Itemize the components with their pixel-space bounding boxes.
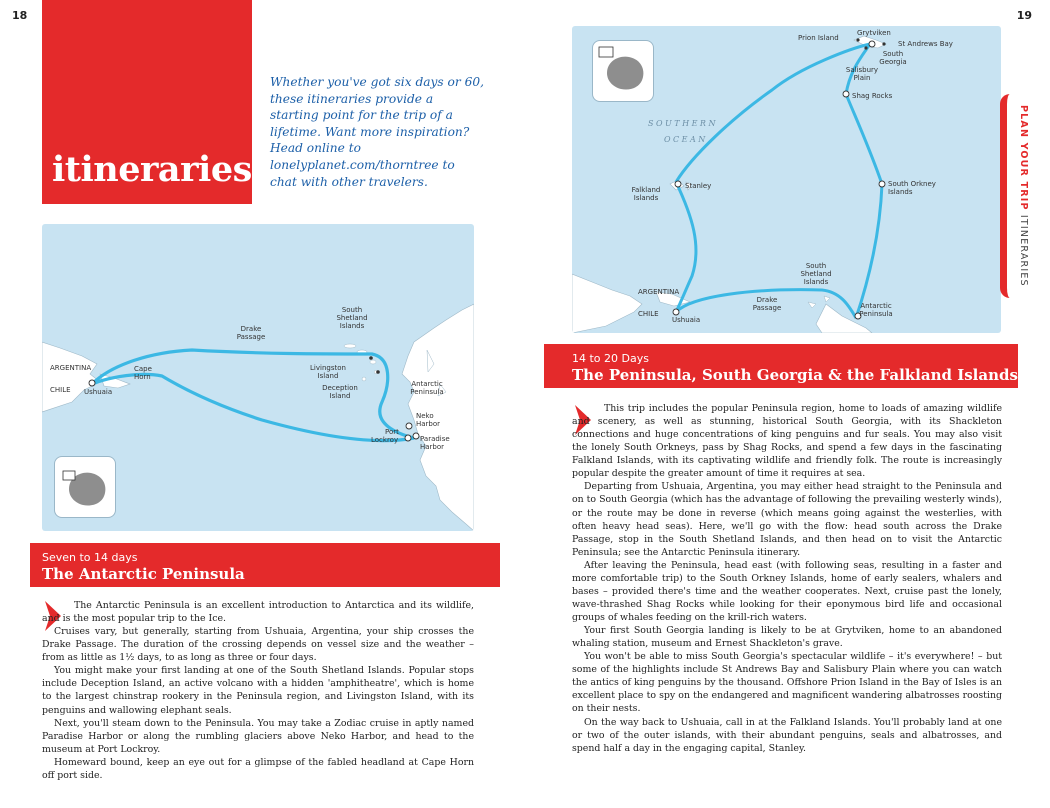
label-port-lockroy-2: Lockroy — [371, 436, 399, 444]
label-stanley: Stanley — [685, 182, 712, 190]
page-title: itineraries — [52, 149, 252, 190]
route-outbound — [92, 350, 414, 438]
paragraph: Departing from Ushuaia, Argentina, you may either head straight to the Peninsula and on to South Georgia (which has the advantage of following the prevailing westerly winds), or the route may be done in reverse (which means going against the westerlies, with often heavy head seas). Here, we'll go with the flow: head south across the Drake Passage, stop in the South Shetland Islands, and then head on to visit the Antarctic Peninsula; see the Antarctic Peninsula itinerary. — [572, 481, 1002, 558]
label-st-andrews: St Andrews Bay — [898, 40, 953, 48]
paragraph: You might make your first landing at one of the South Shetland Islands. Popular stops include Deception Island, an active volcano with a hidden 'amphitheatre', which is home to the largest chinstrap rookery in the Peninsula region, and Livingston Island, with its penguins and wallowing elephant seals. — [42, 665, 474, 716]
route-to-falklands — [676, 44, 870, 182]
paragraph: After leaving the Peninsula, head east (with following seas, resulting in a faster and more comfortable trip) to the South Orkney Islands, home of early sealers, whalers and bases – provided there's time and the weather cooperates. Next, cruise past the lonely, wave-thrashed Shag Rocks while looking for their eponymous bird life and occasional groups of whales feeding on the krill-rich waters. — [572, 559, 1002, 623]
label-livingston-1: Livingston — [310, 364, 346, 372]
intro-text: Whether you've got six days or 60, these itineraries provide a starting point for the trip of a lifetime. Want more inspiration? Head online to lonelyplanet.com/thorntree to chat with other travelers. — [270, 75, 484, 189]
label-argentina: ARGENTINA — [638, 288, 680, 296]
stop-deception — [376, 370, 380, 374]
paragraph: Cruises vary, but generally, starting from Ushuaia, Argentina, your ship crosses the Drake Passage. The duration of the crossing depends on vessel size and the weather – from as little as 1½ days, to as long as three or four days. — [42, 626, 474, 664]
section-heading: The Antarctic Peninsula — [42, 565, 245, 583]
label-chile: CHILE — [50, 386, 71, 394]
label-south-georgia-1: South — [882, 50, 904, 58]
label-salisbury-2: Plain — [853, 74, 871, 82]
land-antarctic-peninsula — [402, 304, 474, 531]
paragraph: On the way back to Ushuaia, call in at the Falkland Islands. You'll probably land at one or two of the outer islands, with their abundant penguins, seals and albatrosses, and spend half a day in the engaging capital, Stanley. — [572, 716, 1002, 754]
land-south-america — [572, 274, 642, 333]
stop-shag-rocks — [843, 91, 849, 97]
label-drake-2: Passage — [236, 333, 266, 341]
stop-paradise-harbor — [413, 433, 419, 439]
label-south-shetland-3: Islands — [339, 322, 365, 330]
label-south-shetland-1: South — [341, 306, 363, 314]
label-falkland-2: Islands — [633, 194, 659, 202]
stop-livingston — [369, 356, 373, 360]
label-prion: Prion Island — [798, 34, 839, 42]
label-cape-horn-2: Horn — [134, 373, 151, 381]
stop-port-lockroy — [405, 435, 411, 441]
section-header-antarctic-peninsula — [30, 543, 500, 587]
paragraph: This trip includes the popular Peninsula region, home to loads of amazing wildlife and scenery, as well as stunning, historical South Georgia, with its Shackleton connections and huge concentrations of king penguins and fur seals. You may also visit the lonely South Orkneys, pass by Shag Rocks, and spend a few days in the fascinating Falkland Islands, with its captivating wildlife and friendly folk. The route is increasingly popular despite the greater amount of time it requires at sea. — [572, 403, 1002, 480]
stop-south-orkney — [879, 181, 885, 187]
land-south-america — [42, 342, 100, 412]
stop-ushuaia — [89, 380, 95, 386]
label-paradise-2: Harbor — [420, 443, 445, 451]
label-neko-2: Harbor — [416, 420, 441, 428]
antarctica-locator-icon — [593, 41, 655, 103]
land-south-shetlands — [344, 344, 378, 381]
stop-grytviken — [869, 41, 875, 47]
label-drake-1: Drake — [240, 325, 262, 333]
label-antarctic-peninsula-1: Antarctic — [411, 380, 443, 388]
paragraph: Homeward bound, keep an eye out for a glimpse of the fabled headland at Cape Horn off port side. — [42, 756, 474, 781]
label-south-shetland-1: South — [805, 262, 827, 270]
label-cape-horn-1: Cape — [134, 365, 152, 373]
label-south-shetland-2: Shetland — [336, 314, 368, 322]
label-drake-1: Drake — [756, 296, 778, 304]
label-paradise-1: Paradise — [420, 435, 450, 443]
paragraph: You won't be able to miss South Georgia's spectacular wildlife – it's everywhere! – but some of the highlights include St Andrews Bay and Salisbury Plain where you can watch the antics of king penguins by the thousand. Offshore Prion Island in the Bay of Isles is an excellent place to spy on the endangered and magnificent wandering albatrosses roosting on their nests. — [572, 651, 1002, 715]
map-peninsula-south-georgia-falklands — [572, 26, 1001, 333]
label-south-shetland-3: Islands — [803, 278, 829, 286]
section-heading: The Peninsula, South Georgia & the Falkland Islands — [572, 366, 1018, 384]
stop-stanley — [675, 181, 681, 187]
paragraph: The Antarctic Peninsula is an excellent introduction to Antarctica and its wildlife, and is the most popular trip to the Ice. — [42, 600, 474, 625]
locator-inset — [54, 456, 116, 518]
antarctica-locator-icon — [55, 457, 117, 519]
route-return — [92, 374, 414, 440]
label-ushuaia: Ushuaia — [672, 316, 701, 324]
page-number-left: 18 — [12, 9, 28, 22]
side-tab-plan: PLAN YOUR TRIP — [1018, 105, 1029, 211]
label-antarctic-peninsula-1: Antarctic — [860, 302, 892, 310]
label-salisbury-1: Salisbury — [845, 66, 879, 74]
label-south-orkney-2: Islands — [888, 188, 913, 196]
route-to-south-georgia — [846, 94, 882, 318]
stop-salisbury — [864, 46, 867, 49]
label-south-shetland-2: Shetland — [800, 270, 832, 278]
section-header-peninsula-south-georgia-falklands — [544, 344, 1018, 388]
map-antarctic-peninsula — [42, 224, 474, 531]
label-argentina: ARGENTINA — [50, 364, 92, 372]
stop-prion — [856, 38, 859, 41]
label-ocean: OCEAN — [664, 135, 708, 144]
section2-body — [572, 402, 1002, 755]
stop-neko-harbor — [406, 423, 412, 429]
side-tab-itineraries: ITINERARIES — [1018, 215, 1029, 287]
label-southern: SOUTHERN — [648, 119, 718, 128]
label-neko-1: Neko — [416, 412, 434, 420]
label-antarctic-peninsula-2: Peninsula — [410, 388, 444, 396]
label-grytviken: Grytviken — [857, 29, 891, 37]
label-south-orkney-1: South Orkney — [888, 180, 936, 188]
locator-inset — [592, 40, 654, 102]
section1-body — [42, 599, 474, 782]
section-subtitle: Seven to 14 days — [42, 551, 138, 564]
label-falkland-1: Falkland — [631, 186, 661, 194]
label-antarctic-peninsula-2: Peninsula — [859, 310, 893, 318]
section-side-tab — [1000, 94, 1030, 298]
stop-st-andrews — [882, 42, 885, 45]
label-ushuaia: Ushuaia — [84, 388, 113, 396]
section-subtitle: 14 to 20 Days — [572, 352, 649, 365]
title-block — [42, 0, 252, 204]
label-shag-rocks: Shag Rocks — [852, 92, 893, 100]
label-livingston-2: Island — [317, 372, 339, 380]
paragraph: Next, you'll steam down to the Peninsula. You may take a Zodiac cruise in aptly named Paradise Harbor or along the rumbling glaciers above Neko Harbor, and head to the museum at Port Lockroy. — [42, 717, 474, 755]
label-drake-2: Passage — [752, 304, 782, 312]
stop-ushuaia — [673, 309, 679, 315]
label-south-georgia-2: Georgia — [879, 58, 907, 66]
label-chile: CHILE — [638, 310, 659, 318]
label-port-lockroy-1: Port — [385, 428, 399, 436]
page-number-right: 19 — [1016, 9, 1032, 22]
label-deception-2: Island — [329, 392, 351, 400]
label-deception-1: Deception — [322, 384, 358, 392]
paragraph: Your first South Georgia landing is likely to be at Grytviken, home to an abandoned whaling station, museum and Ernest Shackleton's grave. — [572, 625, 1002, 650]
